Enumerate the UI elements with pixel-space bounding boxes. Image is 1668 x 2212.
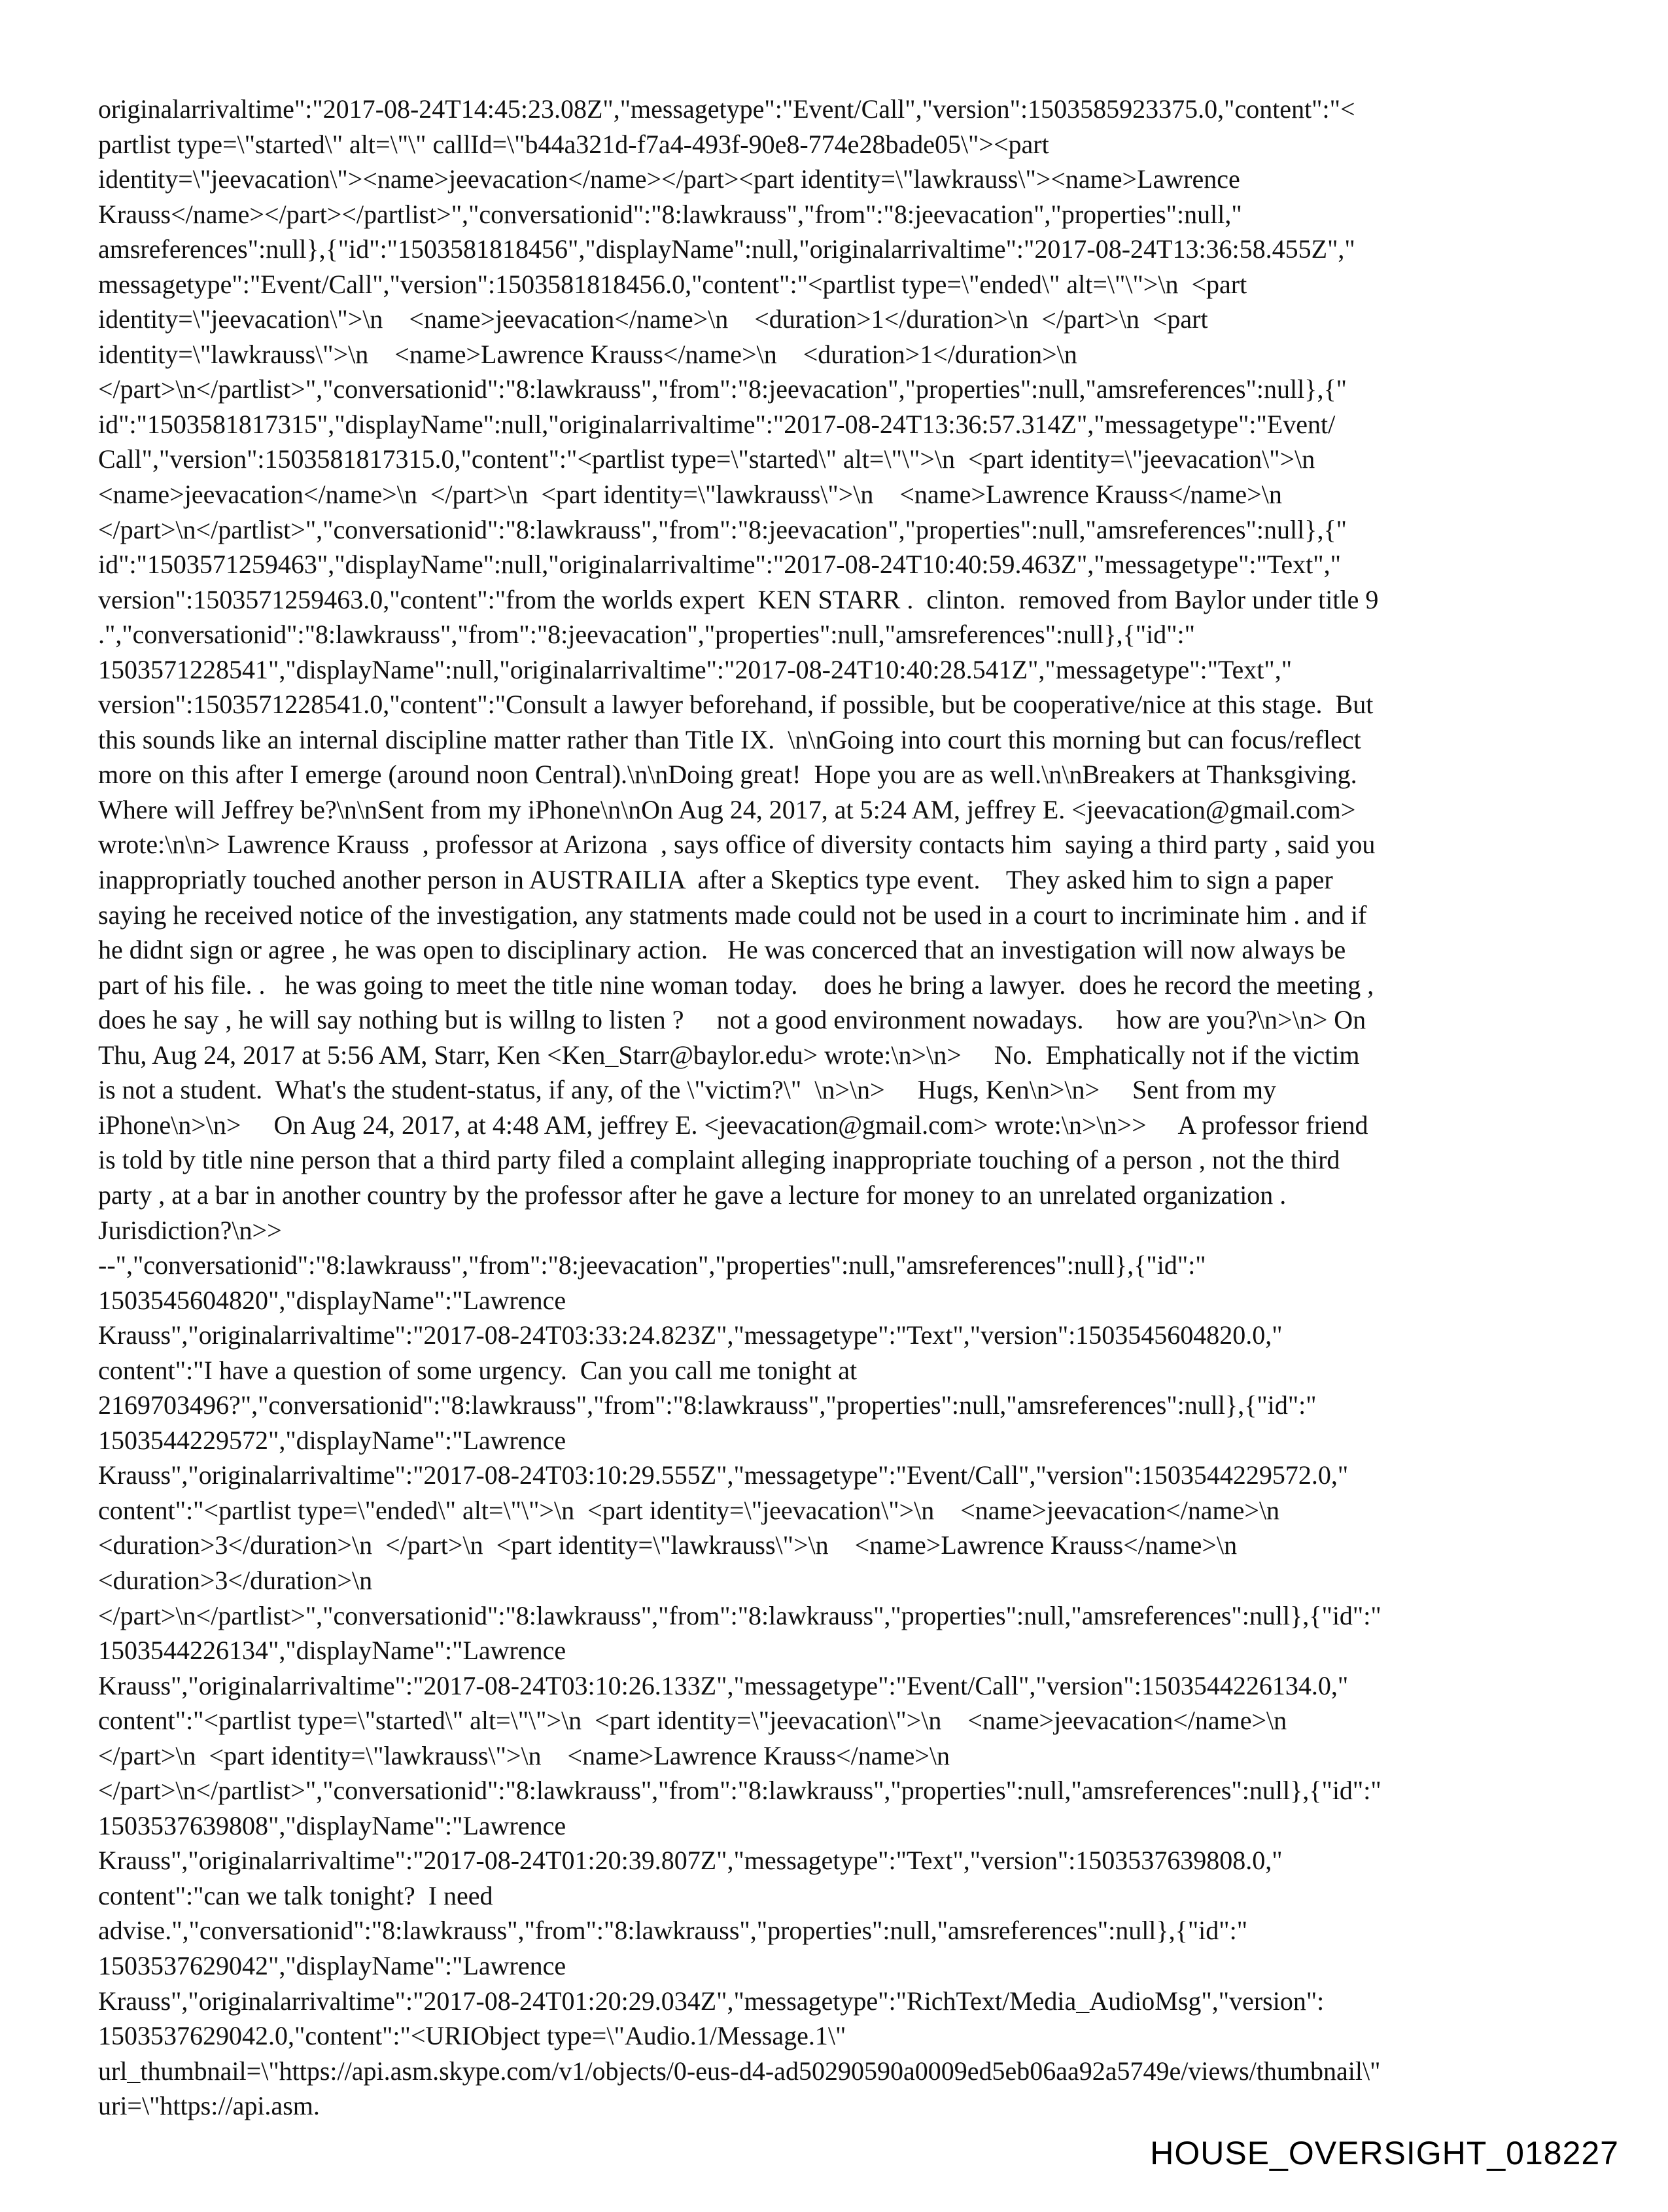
text-line: wrote:\n\n> Lawrence Krauss , professor at Arizona , says office of diversity contacts him saying a third party , said you bbox=[98, 830, 1376, 860]
text-line: </part>\n</partlist>","conversationid":"8:lawkrauss","from":"8:jeevacation","properties":null,"amsreferences":null},{" bbox=[98, 514, 1347, 544]
text-line: Krauss","originalarrivaltime":"2017-08-24T03:10:29.555Z","messagetype":"Event/Call","version":1503544229572.0," bbox=[98, 1460, 1349, 1490]
text-line: content":"can we talk tonight? I need bbox=[98, 1880, 493, 1910]
text-line: inappropriatly touched another person in AUSTRAILIA after a Skeptics type event. They asked him to sign a paper bbox=[98, 865, 1333, 895]
text-line: Where will Jeffrey be?\n\nSent from my iPhone\n\nOn Aug 24, 2017, at 5:24 AM, jeffrey E. <jeevacation@gmail.com> bbox=[98, 794, 1356, 824]
text-line: 1503544226134","displayName":"Lawrence bbox=[98, 1636, 566, 1666]
text-line: version":1503571228541.0,"content":"Consult a lawyer beforehand, if possible, but be cooperative/nice at this stage. But bbox=[98, 690, 1374, 720]
text-line: is told by title nine person that a third party filed a complaint alleging inappropriate touching of a person , not the third bbox=[98, 1145, 1340, 1175]
text-line: 1503537629042","displayName":"Lawrence bbox=[98, 1950, 566, 1980]
text-line: 1503571228541","displayName":null,"originalarrivaltime":"2017-08-24T10:40:28.541Z","messagetype":"Text"," bbox=[98, 654, 1293, 684]
bates-number: HOUSE_OVERSIGHT_018227 bbox=[1150, 2135, 1619, 2171]
text-line: he didnt sign or agree , he was open to disciplinary action. He was concerced that an investigation will now always be bbox=[98, 935, 1346, 965]
text-line: part of his file. . he was going to meet the title nine woman today. does he bring a lawyer. does he record the meeting , bbox=[98, 970, 1374, 1000]
text-line: id":"1503581817315","displayName":null,"originalarrivaltime":"2017-08-24T13:36:57.314Z","messagetype":"Event/ bbox=[98, 409, 1336, 439]
text-line: version":1503571259463.0,"content":"from the worlds expert KEN STARR . clinton. removed from Baylor under title 9 bbox=[98, 584, 1379, 614]
text-line: Krauss","originalarrivaltime":"2017-08-24T03:33:24.823Z","messagetype":"Text","version":1503545604820.0," bbox=[98, 1320, 1283, 1350]
text-line: .","conversationid":"8:lawkrauss","from":"8:jeevacation","properties":null,"amsreferences":null},{"id":" bbox=[98, 620, 1195, 650]
text-line: Call","version":1503581817315.0,"content":"<partlist type=\"started\" alt=\"\">\n <part identity=\"jeevacation\">\n bbox=[98, 444, 1315, 474]
text-line: Thu, Aug 24, 2017 at 5:56 AM, Starr, Ken <Ken_Starr@baylor.edu> wrote:\n>\n> No. Emphatically not if the victim bbox=[98, 1040, 1360, 1070]
text-line: identity=\"jeevacation\"><name>jeevacation</name></part><part identity=\"lawkrauss\"><name>Lawrence bbox=[98, 164, 1240, 194]
text-line: <duration>3</duration>\n bbox=[98, 1565, 373, 1595]
text-line: partlist type=\"started\" alt=\"\" callId=\"b44a321d-f7a4-493f-90e8-774e28bade05\"><part bbox=[98, 129, 1049, 159]
text-line: this sounds like an internal discipline matter rather than Title IX. \n\nGoing into court this morning but can focus/reflect bbox=[98, 724, 1361, 754]
text-line: Krauss","originalarrivaltime":"2017-08-24T01:20:29.034Z","messagetype":"RichText/Media_AudioMsg","version": bbox=[98, 1986, 1325, 2016]
text-line: content":"<partlist type=\"started\" alt=\"\">\n <part identity=\"jeevacation\">\n <name>jeevacation</name>\n bbox=[98, 1706, 1287, 1736]
text-line: identity=\"jeevacation\">\n <name>jeevacation</name>\n <duration>1</duration>\n </part>\n <part bbox=[98, 304, 1208, 334]
text-line: </part>\n</partlist>","conversationid":"8:lawkrauss","from":"8:lawkrauss","properties":null,"amsreferences":null},{"id":" bbox=[98, 1776, 1381, 1806]
document-body bbox=[98, 92, 1570, 2124]
text-line: content":"<partlist type=\"ended\" alt=\"\">\n <part identity=\"jeevacation\">\n <name>jeevacation</name>\n bbox=[98, 1495, 1280, 1525]
text-line: originalarrivaltime":"2017-08-24T14:45:23.08Z","messagetype":"Event/Call","version":1503585923375.0,"content":"< bbox=[98, 94, 1355, 124]
text-line: Jurisdiction?\n>> bbox=[98, 1215, 282, 1245]
text-line: </part>\n</partlist>","conversationid":"8:lawkrauss","from":"8:jeevacation","properties":null,"amsreferences":null},{" bbox=[98, 374, 1347, 404]
text-line: does he say , he will say nothing but is willng to listen ? not a good environment nowadays. how are you?\n>\n> On bbox=[98, 1005, 1366, 1035]
text-line: iPhone\n>\n> On Aug 24, 2017, at 4:48 AM, jeffrey E. <jeevacation@gmail.com> wrote:\n>\n>> A professor friend bbox=[98, 1110, 1368, 1140]
text-line: party , at a bar in another country by the professor after he gave a lecture for money to an unrelated organization . bbox=[98, 1180, 1287, 1210]
text-line: 1503545604820","displayName":"Lawrence bbox=[98, 1285, 566, 1315]
text-line: </part>\n</partlist>","conversationid":"8:lawkrauss","from":"8:lawkrauss","properties":null,"amsreferences":null},{"id":" bbox=[98, 1600, 1381, 1630]
text-line: 1503544229572","displayName":"Lawrence bbox=[98, 1425, 566, 1455]
text-line: id":"1503571259463","displayName":null,"originalarrivaltime":"2017-08-24T10:40:59.463Z","messagetype":"Text"," bbox=[98, 550, 1341, 580]
text-line: Krauss","originalarrivaltime":"2017-08-24T01:20:39.807Z","messagetype":"Text","version":1503537639808.0," bbox=[98, 1846, 1283, 1876]
text-line: uri=\"https://api.asm. bbox=[98, 2091, 320, 2121]
text-line: </part>\n <part identity=\"lawkrauss\">\n <name>Lawrence Krauss</name>\n bbox=[98, 1740, 950, 1770]
text-line: 1503537639808","displayName":"Lawrence bbox=[98, 1810, 566, 1840]
text-line: content":"I have a question of some urgency. Can you call me tonight at bbox=[98, 1355, 858, 1385]
text-line: 1503537629042.0,"content":"<URIObject type=\"Audio.1/Message.1\" bbox=[98, 2021, 846, 2051]
text-line: url_thumbnail=\"https://api.asm.skype.com/v1/objects/0-eus-d4-ad50290590a0009ed5eb06aa92a5749e/views/thumbnail\" bbox=[98, 2056, 1381, 2086]
text-line: saying he received notice of the investigation, any statments made could not be used in a court to incriminate him . and if bbox=[98, 900, 1367, 930]
text-line: amsreferences":null},{"id":"1503581818456","displayName":null,"originalarrivaltime":"2017-08-24T13:36:58.455Z"," bbox=[98, 234, 1355, 264]
text-line: advise.","conversationid":"8:lawkrauss","from":"8:lawkrauss","properties":null,"amsreferences":null},{"id":" bbox=[98, 1916, 1248, 1946]
text-line: more on this after I emerge (around noon Central).\n\nDoing great! Hope you are as well.\n\nBreakers at Thanksgiving. bbox=[98, 760, 1357, 790]
text-line: is not a student. What's the student-status, if any, of the \"victim?\" \n>\n> Hugs, Ken\n>\n> Sent from my bbox=[98, 1075, 1276, 1105]
text-line: 2169703496?","conversationid":"8:lawkrauss","from":"8:lawkrauss","properties":null,"amsreferences":null},{"id":" bbox=[98, 1390, 1317, 1420]
text-line: Krauss</name></part></partlist>","conversationid":"8:lawkrauss","from":"8:jeevacation","properties":null," bbox=[98, 199, 1242, 229]
text-line: <name>jeevacation</name>\n </part>\n <part identity=\"lawkrauss\">\n <name>Lawrence Krauss</name>\n bbox=[98, 480, 1282, 510]
text-line: <duration>3</duration>\n </part>\n <part identity=\"lawkrauss\">\n <name>Lawrence Krauss</name>\n bbox=[98, 1530, 1238, 1560]
text-line: identity=\"lawkrauss\">\n <name>Lawrence Krauss</name>\n <duration>1</duration>\n bbox=[98, 339, 1077, 369]
text-line: --","conversationid":"8:lawkrauss","from":"8:jeevacation","properties":null,"amsreferences":null},{"id":" bbox=[98, 1250, 1206, 1280]
text-line: messagetype":"Event/Call","version":1503581818456.0,"content":"<partlist type=\"ended\" alt=\"\">\n <part bbox=[98, 269, 1247, 299]
text-line: Krauss","originalarrivaltime":"2017-08-24T03:10:26.133Z","messagetype":"Event/Call","version":1503544226134.0," bbox=[98, 1670, 1349, 1700]
